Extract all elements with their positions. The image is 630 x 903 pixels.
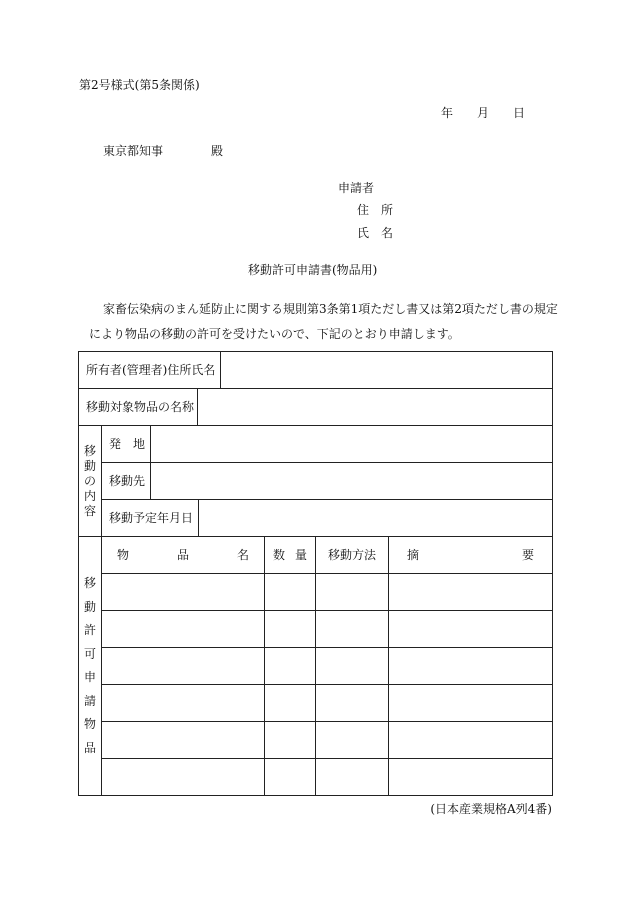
- body-text-line-2: により物品の移動の許可を受けたいので、下記のとおり申請します。: [89, 327, 460, 341]
- quantity-cell[interactable]: [265, 685, 316, 722]
- move-content-label: 移 動 の 内 容: [79, 426, 102, 537]
- header-item-name: 物 品 名: [102, 537, 265, 574]
- method-cell[interactable]: [316, 611, 389, 648]
- items-header-row: [79, 537, 553, 574]
- method-cell[interactable]: [316, 759, 389, 796]
- method-cell[interactable]: [316, 722, 389, 759]
- header-method: 移動方法: [316, 537, 389, 574]
- destination-label: 移動先: [102, 463, 151, 499]
- form-id: 第2号様式(第5条関係): [79, 78, 200, 92]
- table-row: [79, 759, 553, 796]
- owner-row: [79, 352, 553, 389]
- origin-label: 発 地: [102, 426, 151, 462]
- header-remarks: 摘 要: [389, 537, 553, 574]
- destination-row: [79, 463, 553, 500]
- item-name-cell[interactable]: [102, 685, 265, 722]
- table-row: [79, 685, 553, 722]
- application-table: [78, 351, 553, 796]
- owner-input[interactable]: [221, 352, 552, 388]
- item-name-label: 移動対象物品の名称: [79, 389, 198, 425]
- item-name-cell[interactable]: [102, 611, 265, 648]
- table-row: [79, 611, 553, 648]
- applicant-name-label: 氏 名: [357, 226, 394, 240]
- permit-items-label: 移 動 許 可 申 請 物 品: [79, 537, 102, 796]
- origin-input[interactable]: [151, 426, 552, 462]
- item-name-cell[interactable]: [102, 574, 265, 611]
- addressee: 東京都知事 殿: [103, 144, 224, 158]
- quantity-cell[interactable]: [265, 611, 316, 648]
- scheduled-date-input[interactable]: [199, 500, 552, 536]
- scheduled-date-label: 移動予定年月日: [102, 500, 199, 536]
- owner-label: 所有者(管理者)住所氏名: [79, 352, 221, 388]
- body-text-line-1: 家畜伝染病のまん延防止に関する規則第3条第1項ただし書又は第2項ただし書の規定: [103, 302, 558, 316]
- quantity-cell[interactable]: [265, 722, 316, 759]
- remarks-cell[interactable]: [389, 648, 553, 685]
- table-row: [79, 648, 553, 685]
- remarks-cell[interactable]: [389, 574, 553, 611]
- remarks-cell[interactable]: [389, 759, 553, 796]
- quantity-cell[interactable]: [265, 648, 316, 685]
- item-name-cell[interactable]: [102, 722, 265, 759]
- header-quantity: 数 量: [265, 537, 316, 574]
- table-row: [79, 722, 553, 759]
- destination-input[interactable]: [151, 463, 552, 499]
- remarks-cell[interactable]: [389, 685, 553, 722]
- item-name-cell[interactable]: [102, 759, 265, 796]
- footer-note: (日本産業規格A列4番): [430, 802, 552, 816]
- scheduled-date-row: [79, 500, 553, 537]
- method-cell[interactable]: [316, 685, 389, 722]
- document-title: 移動許可申請書(物品用): [248, 263, 378, 277]
- item-name-cell[interactable]: [102, 648, 265, 685]
- method-cell[interactable]: [316, 648, 389, 685]
- quantity-cell[interactable]: [265, 574, 316, 611]
- item-name-input[interactable]: [198, 389, 552, 425]
- table-row: [79, 574, 553, 611]
- method-cell[interactable]: [316, 574, 389, 611]
- applicant-address-label: 住 所: [357, 203, 394, 217]
- applicant-label: 申請者: [338, 181, 375, 195]
- origin-row: [79, 426, 553, 463]
- remarks-cell[interactable]: [389, 611, 553, 648]
- date-line: 年 月 日: [441, 106, 526, 120]
- item-name-row: [79, 389, 553, 426]
- remarks-cell[interactable]: [389, 722, 553, 759]
- quantity-cell[interactable]: [265, 759, 316, 796]
